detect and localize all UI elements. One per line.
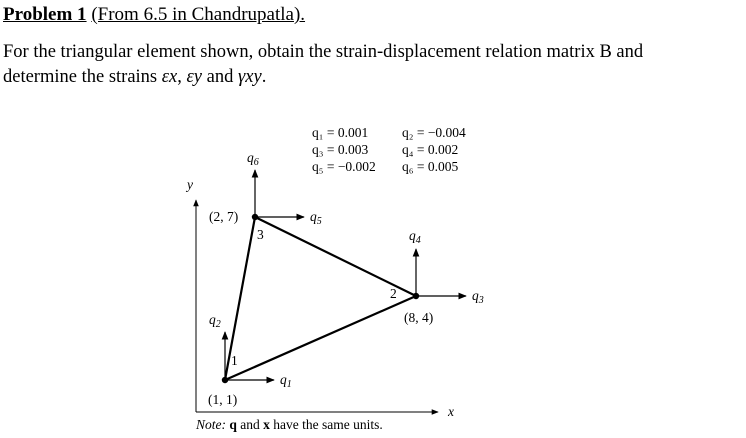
statement-prefix: determine the strains bbox=[3, 67, 162, 87]
node-number-2: 2 bbox=[390, 286, 397, 301]
q1-value: q₁ = 0.001 bbox=[312, 125, 369, 140]
dof-label-q3: $q_3$ bbox=[472, 288, 484, 306]
node-1-coords: (1, 1) bbox=[208, 392, 238, 407]
y-axis-label: y bbox=[187, 177, 193, 192]
strain-eps-x: εx bbox=[161, 67, 178, 87]
problem-source: (From 6.5 in Chandrupatla). bbox=[91, 4, 306, 25]
node-2-coords: (8, 4) bbox=[404, 310, 434, 325]
dof-label-q5: $q_5$ bbox=[310, 209, 322, 227]
node-number-3: 3 bbox=[257, 227, 264, 242]
triangle-element bbox=[225, 217, 416, 380]
q5-value: q₅ = −0.002 bbox=[312, 159, 376, 174]
node-3-coords: (2, 7) bbox=[209, 209, 239, 224]
dof-label-q1: $q_1$ bbox=[280, 372, 292, 390]
problem-label: Problem 1 bbox=[3, 4, 87, 25]
node-number-1: 1 bbox=[231, 353, 238, 368]
statement-line-1: For the triangular element shown, obtain the strain-displacement relation matrix B and bbox=[3, 42, 644, 62]
strain-eps-y: εy bbox=[186, 67, 203, 87]
statement-and: and bbox=[206, 67, 234, 87]
statement-period: . bbox=[261, 67, 267, 87]
statement-line-2: determine the strains εx, εy and γxy. bbox=[3, 67, 267, 87]
q2-value: q₂ = −0.004 bbox=[402, 125, 466, 140]
dof-label-q4: $q_4$ bbox=[409, 228, 421, 246]
dof-label-q6: $q_6$ bbox=[247, 150, 259, 168]
q6-value: q₆ = 0.005 bbox=[402, 159, 459, 174]
q4-value: q₄ = 0.002 bbox=[402, 142, 459, 157]
q3-value: q₃ = 0.003 bbox=[312, 142, 369, 157]
x-axis-label: x bbox=[448, 404, 454, 419]
figure-note: Note: q and x have the same units. bbox=[196, 417, 383, 432]
dof-label-q2: $q_2$ bbox=[209, 312, 221, 330]
strain-gamma-xy: γxy bbox=[238, 67, 262, 87]
